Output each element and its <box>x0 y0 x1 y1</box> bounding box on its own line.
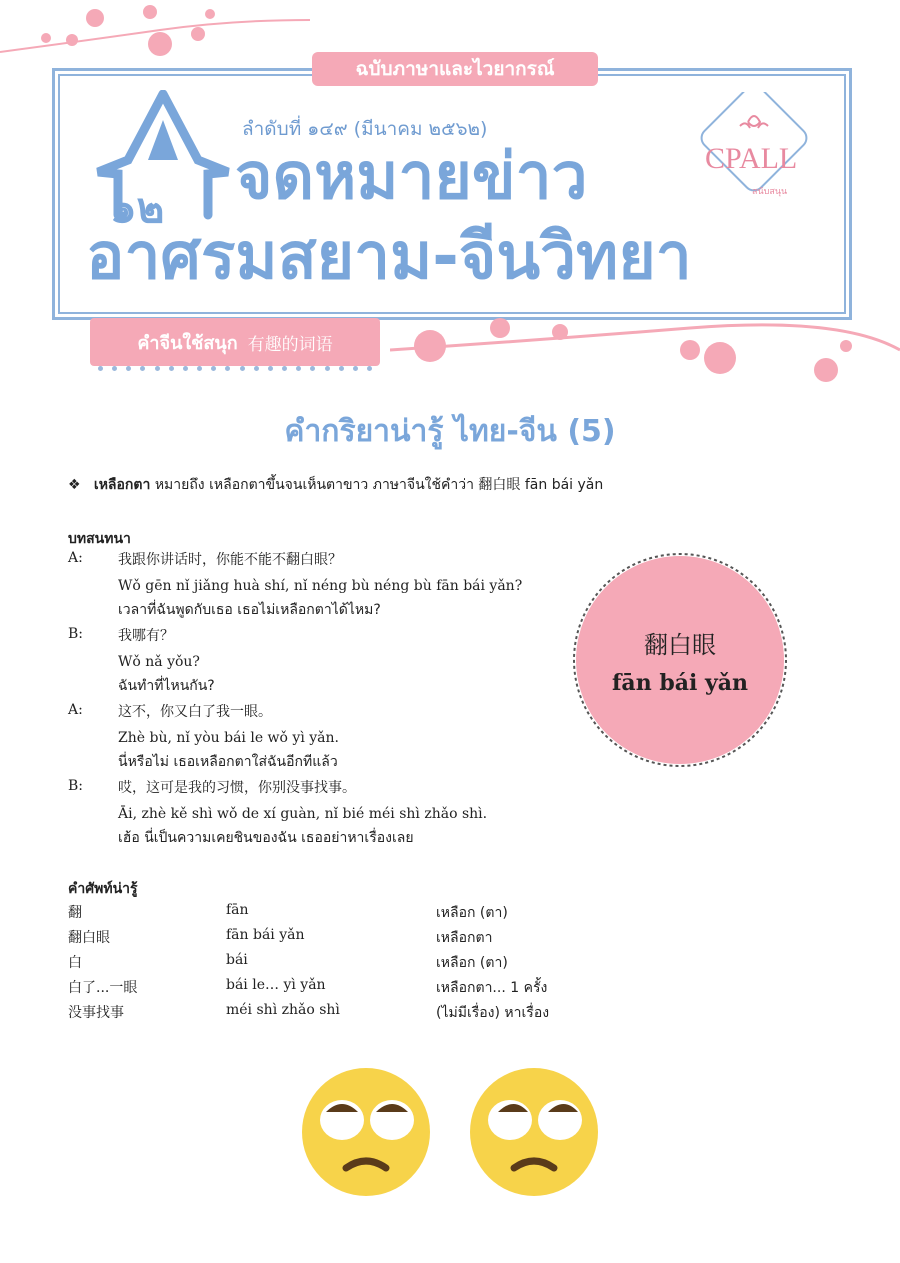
dialogue-line-thai: เฮ้อ นี่เป็นความเคยชินของฉัน เธออย่าหาเรื่องเลย <box>118 830 414 846</box>
section-title: คำกริยาน่ารู้ ไทย-จีน (5) <box>284 414 616 449</box>
vocab-zh: 白 <box>68 955 82 971</box>
badge-chinese: 翻白眼 <box>644 631 716 659</box>
dialogue-line-zh: 我跟你讲话时，你能不能不翻白眼？ <box>118 552 342 568</box>
vocab-pinyin: bái <box>226 952 248 968</box>
dialogue-line-thai: ฉันทำที่ไหนกัน? <box>118 678 215 694</box>
dialogue-line-thai: เวลาที่ฉันพูดกับเธอ เธอไม่เหลือกตาได้ไหม? <box>118 602 381 618</box>
vocab-pinyin: fān <box>226 902 249 918</box>
word-badge <box>570 550 790 770</box>
dialogue-line-thai: นี่หรือไม่ เธอเหลือกตาใส่ฉันอีกทีแล้ว <box>118 754 338 770</box>
speaker-label: B: <box>68 626 84 642</box>
column-tab-zh: 有趣的词语 <box>247 334 333 355</box>
column-tab <box>90 318 380 366</box>
cpall-logo-text: CPALL <box>705 142 798 175</box>
vocab-thai: (ไม่มีเรื่อง) หาเรื่อง <box>436 1005 550 1021</box>
vocab-zh: 白了...一眼 <box>68 980 138 996</box>
dotted-divider <box>98 366 372 372</box>
eye-roll-face-icon <box>468 1066 600 1198</box>
eye-roll-face-icon <box>300 1066 432 1198</box>
vocab-zh: 翻 <box>68 905 82 921</box>
cherry-blossom-branch-right <box>390 310 900 400</box>
vocab-thai: เหลือก (ตา) <box>436 955 508 971</box>
intro-paragraph <box>68 474 868 496</box>
diamond-bullet-icon: ❖ <box>68 477 81 493</box>
speaker-label: A: <box>68 702 83 718</box>
dialogue-line-zh: 我哪有？ <box>118 628 174 644</box>
dialogue-heading: บทสนทนา <box>68 531 131 547</box>
vocab-thai: เหลือกตา <box>436 930 493 946</box>
vocab-zh: 翻白眼 <box>68 930 110 946</box>
vocab-pinyin: méi shì zhǎo shì <box>226 1002 340 1018</box>
vocab-zh: 没事找事 <box>68 1005 124 1021</box>
intro-text: หมายถึง เหลือกตาขึ้นจนเห็นตาขาว ภาษาจีนใช้คำว่า 翻白眼 fān bái yǎn <box>154 477 604 493</box>
dialogue-line-pinyin: Zhè bù, nǐ yòu bái le wǒ yì yǎn. <box>118 730 339 746</box>
intro-term: เหลือกตา <box>93 477 151 493</box>
cpall-sponsor-label: สนับสนุน <box>752 187 788 197</box>
dialogue-line-pinyin: Āi, zhè kě shì wǒ de xí guàn, nǐ bié méi shì zhǎo shì. <box>118 806 488 822</box>
dialogue-line-pinyin: Wǒ gēn nǐ jiǎng huà shí, nǐ néng bù néng bù fān bái yǎn? <box>118 578 523 594</box>
vocab-heading: คำศัพท์น่ารู้ <box>68 881 138 897</box>
vocab-pinyin: fān bái yǎn <box>226 927 305 943</box>
speaker-label: B: <box>68 778 84 794</box>
speaker-label: A: <box>68 550 83 566</box>
issue-line: ลำดับที่ ๑๔๙ (มีนาคม ๒๕๖๒) <box>242 118 488 140</box>
badge-pinyin: fān bái yǎn <box>611 670 749 696</box>
vocab-thai: เหลือกตา... 1 ครั้ง <box>436 980 548 996</box>
dialogue-line-pinyin: Wǒ nǎ yǒu? <box>118 654 200 670</box>
vocab-pinyin: bái le… yì yǎn <box>226 977 326 993</box>
edition-banner: ฉบับภาษาและไวยากรณ์ <box>312 52 598 86</box>
newsletter-title-line1: จดหมายข่าว <box>235 140 588 214</box>
column-tab-th: คำจีนใช้สนุก <box>137 332 238 354</box>
vocab-thai: เหลือก (ตา) <box>436 905 508 921</box>
newsletter-title-line2: อาศรมสยาม-จีนวิทยา <box>86 220 692 294</box>
dialogue-line-zh: 哎，这可是我的习惯，你别没事找事。 <box>118 780 356 796</box>
dialogue-line-zh: 这不，你又白了我一眼。 <box>118 704 272 720</box>
house-number: ๑๒ <box>110 183 165 232</box>
